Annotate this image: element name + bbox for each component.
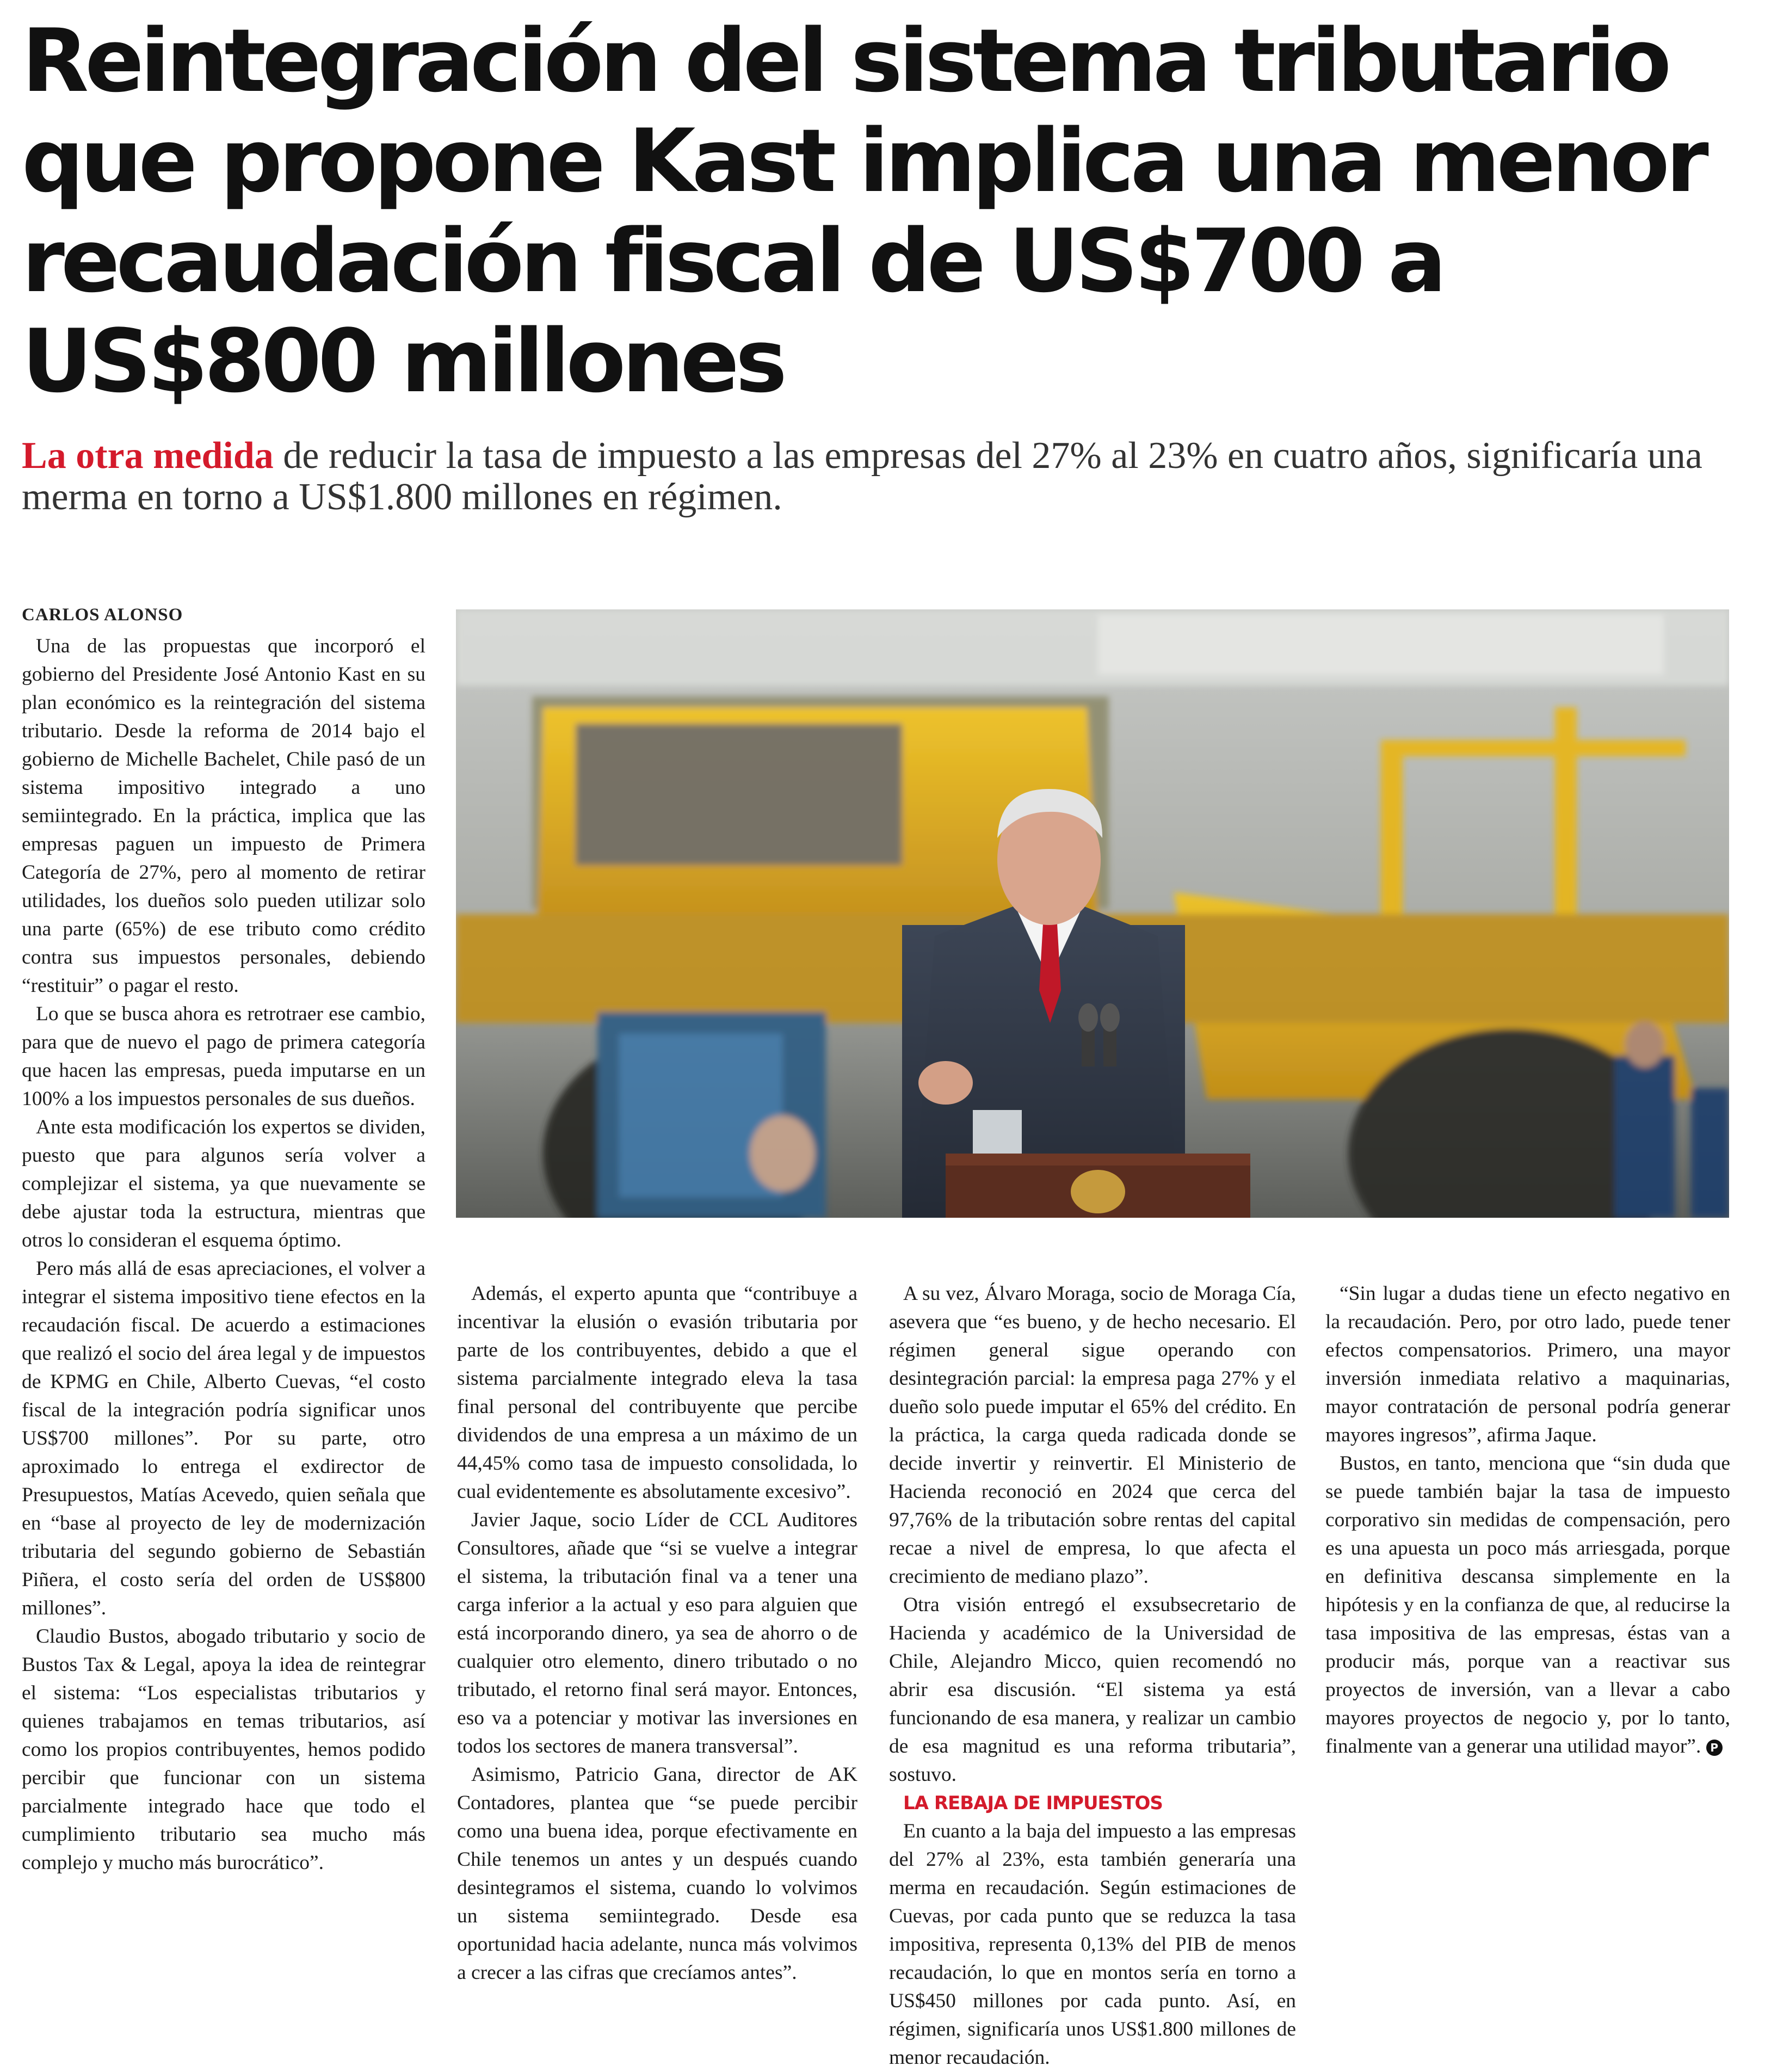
paragraph: Asimismo, Patricio Gana, director de AK Contadores, plantea que “se puede percibir como una buena idea, porque efectivamente en Chile tenemos un antes y un después cuando desintegramos el sistema, cuando lo volvimos un sistema semiintegrado. Desde esa oportunidad hacia adelante, nunca más volvimos a crecer a las cifras que crecíamos antes”. <box>457 1763 857 1984</box>
column-4 <box>1325 1280 1730 1761</box>
deck-text: de reducir la tasa de impuesto a las empresas del 27% al 23% en cuatro años, significaría una merma en torno a US$1.800 millones en régimen. <box>22 435 1702 518</box>
paragraph: Pero más allá de esas apreciaciones, el volver a integrar el sistema impositivo tiene efectos en la recaudación fiscal. De acuerdo a estimaciones que realizó el socio del área legal y de impuestos de KPMG en Chile, Alberto Cuevas, “el costo fiscal de la integración podría significar unos US$700 millones”. Por su parte, otro aproximado lo entrega el exdirector de Presupuestos, Matías Acevedo, quien señala que en “base al proyecto de ley de modernización tributaria del segundo gobierno de Sebastián Piñera, el costo sería del orden de US$800 millones”. <box>22 1257 425 1619</box>
article-photo <box>456 609 1729 1218</box>
paragraph: Claudio Bustos, abogado tributario y socio de Bustos Tax & Legal, apoya la idea de reintegrar el sistema: “Los especialistas tributarios y quienes trabajamos en temas tributarios, así como los propios contribuyentes, hemos podido percibir que funcionar con un sistema parcialmente integrado hace que todo el cumplimiento tributario sea mucho más complejo y mucho más burocrático”. <box>22 1625 425 1874</box>
paragraph: En cuanto a la baja del impuesto a las empresas del 27% al 23%, esta también generaría una merma en recaudación. Según estimaciones de Cuevas, por cada punto que se reduzca la tasa impositiva, representa 0,13% del PIB de menos recaudación, lo que en montos sería en torno a US$450 millones por cada punto. Así, en régimen, significaría unos US$1.800 millones de menor recaudación. <box>889 1820 1296 2069</box>
deck <box>22 435 1741 518</box>
column-1 <box>22 632 425 1877</box>
deck-lead: La otra medida <box>22 435 274 477</box>
column-3 <box>889 1280 1296 2072</box>
end-mark-icon: P <box>1706 1740 1723 1756</box>
paragraph: Lo que se busca ahora es retrotraer ese cambio, para que de nuevo el pago de primera categoría que hacen las empresas, pueda imputarse en un 100% a los impuestos personales de sus dueños. <box>22 1003 425 1110</box>
headline: Reintegración del sistema tributario que propone Kast implica una menor recaudación fiscal de US$700 a US$800 millones <box>22 10 1705 412</box>
paragraph: Además, el experto apunta que “contribuye a incentivar la elusión o evasión tributaria por parte de los contribuyentes, debido a que el sistema parcialmente integrado eleva la tasa final personal del contribuyente que percibe dividendos de una empresa a un máximo de un 44,45% como tasa de impuesto consolidada, lo cual evidentemente es absolutamente excesivo”. <box>457 1282 857 1503</box>
paragraph-text: Bustos, en tanto, menciona que “sin duda que se puede también bajar la tasa de impuesto corporativo sin medidas de compensación, pero es una apuesta un poco más arriesgada, porque en definitiva descansa simplemente en la hipótesis y en la confianza de que, al reducirse la tasa impositiva de las empresas, éstas van a producir más, porque van a reactivar sus proyectos de inversión, van a llevar a cabo mayores proyectos de negocio y, por lo tanto, finalmente van a generar una utilidad mayor”. <box>1325 1452 1730 1757</box>
paragraph: Una de las propuestas que incorporó el gobierno del Presidente José Antonio Kast en su plan económico es la reintegración del sistema tributario. Desde la reforma de 2014 bajo el gobierno de Michelle Bachelet, Chile pasó de un sistema impositivo integrado a uno semiintegrado. En la práctica, implica que las empresas paguen un impuesto de Primera Categoría de 27%, pero al momento de retirar utilidades, los dueños solo pueden utilizar solo una parte (65%) de ese tributo como crédito contra sus impuestos personales, debiendo “restituir” o pagar el resto. <box>22 635 425 997</box>
paragraph: Javier Jaque, socio Líder de CCL Auditores Consultores, añade que “si se vuelve a integrar el sistema, la tributación final va a tener una carga inferior a la actual y eso para alguien que está incorporando dinero, ya sea de ahorro o de cualquier otro elemento, dinero tributado o no tributado, el retorno final será mayor. Entonces, eso va a potenciar y motivar las inversiones en todos los sectores de manera transversal”. <box>457 1509 857 1757</box>
byline: CARLOS ALONSO <box>22 605 183 625</box>
paragraph: “Sin lugar a dudas tiene un efecto negativo en la recaudación. Pero, por otro lado, puede tener efectos compensatorios. Primero, una mayor inversión inmediata relativo a maquinarias, mayor contratación de personal podría generar mayores ingresos”, afirma Jaque. <box>1325 1282 1730 1446</box>
paragraph: A su vez, Álvaro Moraga, socio de Moraga Cía, asevera que “es bueno, y de hecho necesario. El régimen general sigue operando con desintegración parcial: la empresa paga 27% y el dueño solo puede imputar el 65% del crédito. En la práctica, la carga queda radicada donde se decide invertir y reinvertir. El Ministerio de Hacienda reconoció en 2024 que cerca del 97,76% de la tributación sobre rentas del capital recae a nivel de empresa, lo que afecta el crecimiento de mediano plazo”. <box>889 1282 1296 1588</box>
paragraph <box>1325 1450 1730 1761</box>
paragraph: Ante esta modificación los expertos se dividen, puesto que para algunos sería volver a complejizar el sistema, ya que nuevamente se debe ajustar toda la estructura, mientras que otros lo consideran el esquema óptimo. <box>22 1116 425 1251</box>
subheading: LA REBAJA DE IMPUESTOS <box>903 1792 1163 1814</box>
paragraph: Otra visión entregó el exsubsecretario de Hacienda y académico de la Universidad de Chile, Alejandro Micco, quien recomendó no abrir esa discusión. “El sistema ya está funcionando de esa manera, y realizar un cambio de esa magnitud es una reforma tributaria”, sostuvo. <box>889 1594 1296 1786</box>
column-2 <box>457 1280 857 1987</box>
